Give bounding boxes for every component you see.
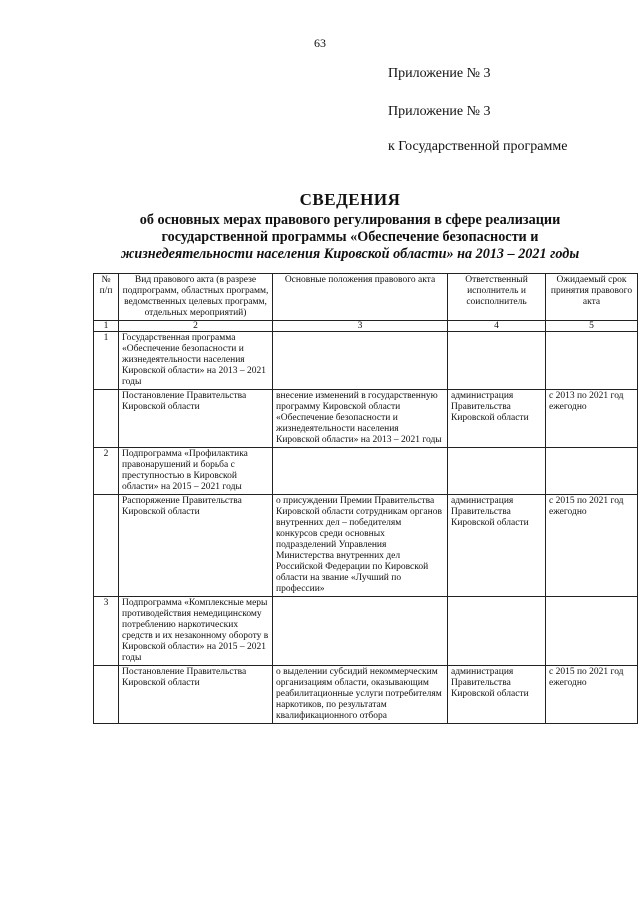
document-subtitle-line-1: об основных мерах правового регулирования в сфере реализации — [139, 212, 561, 228]
row-number — [94, 666, 119, 724]
header-responsible: Ответственный исполнитель и соисполнитель — [448, 274, 546, 321]
row-number: 1 — [94, 332, 119, 390]
deadline-cell: с 2013 по 2021 год ежегодно — [546, 390, 638, 448]
table-header-row — [94, 274, 638, 321]
column-number: 3 — [273, 321, 448, 332]
table-row — [94, 390, 638, 448]
deadline-cell: с 2015 по 2021 год ежегодно — [546, 495, 638, 597]
column-number-row — [94, 321, 638, 332]
act-kind-cell: Государственная программа «Обеспечение безопасности и жизнедеятельности населения Кировской области» на 2013 – 2021 годы — [119, 332, 273, 390]
header-number: № п/п — [94, 274, 119, 321]
appendix-line-1: Приложение № 3 — [388, 66, 491, 81]
column-number: 2 — [119, 321, 273, 332]
provisions-cell — [273, 597, 448, 666]
header-act-kind: Вид правового акта (в разрезе подпрограмм, областных программ, ведомственных целевых программ, отдельных мероприятий) — [119, 274, 273, 321]
act-kind-cell: Постановление Правительства Кировской области — [119, 666, 273, 724]
header-provisions: Основные положения правового акта — [273, 274, 448, 321]
act-kind-cell: Распоряжение Правительства Кировской области — [119, 495, 273, 597]
responsible-cell: администрация Правительства Кировской области — [448, 495, 546, 597]
page-number: 63 — [314, 36, 326, 50]
document-subtitle-line-2: государственной программы «Обеспечение безопасности и — [161, 229, 539, 245]
document-subtitle-line-3: жизнедеятельности населения Кировской области» на 2013 – 2021 годы — [120, 246, 580, 262]
table-row — [94, 666, 638, 724]
table-row — [94, 597, 638, 666]
row-number — [94, 390, 119, 448]
responsible-cell — [448, 448, 546, 495]
row-number: 3 — [94, 597, 119, 666]
act-kind-cell: Подпрограмма «Комплексные меры противодействия немедицинскому потреблению наркотических средств и их незаконному обороту в Кировской области» на 2015 – 2021 годы — [119, 597, 273, 666]
deadline-cell: с 2015 по 2021 год ежегодно — [546, 666, 638, 724]
document-heading — [100, 190, 600, 263]
column-number: 4 — [448, 321, 546, 332]
responsible-cell: администрация Правительства Кировской области — [448, 666, 546, 724]
responsible-cell — [448, 597, 546, 666]
table-row — [94, 448, 638, 495]
act-kind-cell: Постановление Правительства Кировской области — [119, 390, 273, 448]
deadline-cell — [546, 332, 638, 390]
appendix-line-3: к Государственной программе — [388, 139, 568, 154]
row-number — [94, 495, 119, 597]
row-number: 2 — [94, 448, 119, 495]
deadline-cell — [546, 597, 638, 666]
provisions-cell: о присуждении Премии Правительства Кировской области сотрудникам органов внутренних дел – победителям конкурсов среди основных подразделений Управления Министерства внутренних дел Российской Федерации по Кировской области на звание «Лучший по профессии» — [273, 495, 448, 597]
legal-acts-table — [93, 273, 638, 724]
table-row — [94, 495, 638, 597]
appendix-line-2: Приложение № 3 — [388, 104, 491, 119]
deadline-cell — [546, 448, 638, 495]
document-title: СВЕДЕНИЯ — [299, 190, 401, 209]
responsible-cell — [448, 332, 546, 390]
provisions-cell: внесение изменений в государственную программу Кировской области «Обеспечение безопасности и жизнедеятельности населения Кировской области» на 2013 – 2021 годы — [273, 390, 448, 448]
table-row — [94, 332, 638, 390]
column-number: 5 — [546, 321, 638, 332]
act-kind-cell: Подпрограмма «Профилактика правонарушений и борьба с преступностью в Кировской области» на 2015 – 2021 годы — [119, 448, 273, 495]
column-number: 1 — [94, 321, 119, 332]
provisions-cell — [273, 448, 448, 495]
responsible-cell: администрация Правительства Кировской области — [448, 390, 546, 448]
header-deadline: Ожидаемый срок принятия правового акта — [546, 274, 638, 321]
provisions-cell: о выделении субсидий некоммерческим организациям области, оказывающим реабилитационные услуги потребителям наркотиков, по результатам квалификационного отбора — [273, 666, 448, 724]
provisions-cell — [273, 332, 448, 390]
